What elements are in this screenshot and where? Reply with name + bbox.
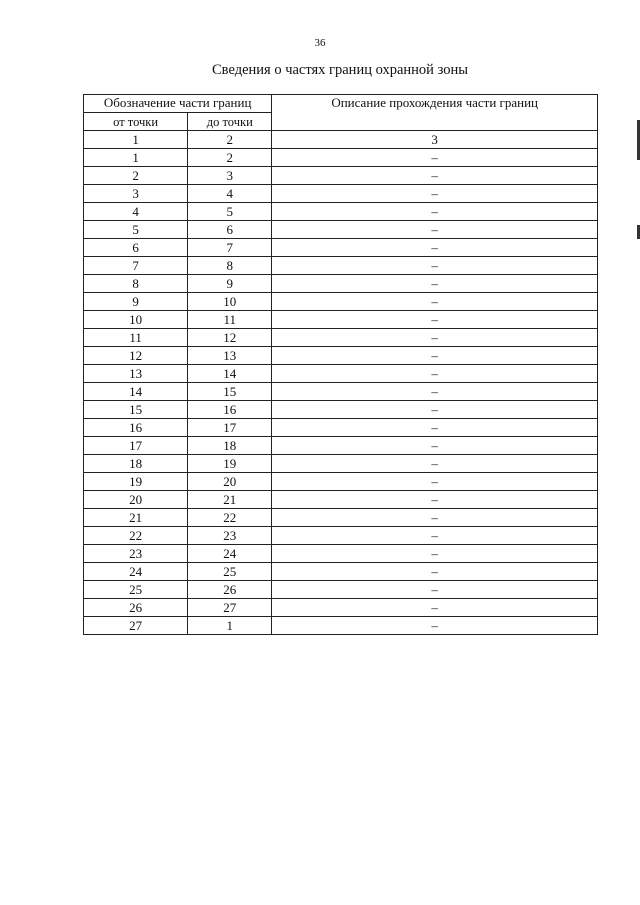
cell-to-point: 8 — [188, 257, 272, 275]
table-row — [84, 185, 598, 203]
table-row — [84, 221, 598, 239]
table-row — [84, 491, 598, 509]
cell-description: – — [272, 455, 598, 473]
table-row — [84, 329, 598, 347]
cell-to-point: 22 — [188, 509, 272, 527]
cell-to-point: 19 — [188, 455, 272, 473]
cell-to-point: 2 — [188, 149, 272, 167]
table-row — [84, 401, 598, 419]
cell-description: – — [272, 203, 598, 221]
cell-to-point: 26 — [188, 581, 272, 599]
cell-description: – — [272, 221, 598, 239]
cell-to-point: 10 — [188, 293, 272, 311]
cell-to-point: 12 — [188, 329, 272, 347]
cell-from-point: 12 — [84, 347, 188, 365]
table-row — [84, 419, 598, 437]
cell-description: – — [272, 599, 598, 617]
cell-from-point: 6 — [84, 239, 188, 257]
cell-description: – — [272, 311, 598, 329]
cell-from-point: 19 — [84, 473, 188, 491]
cell-from-point: 25 — [84, 581, 188, 599]
cell-from-point: 2 — [84, 167, 188, 185]
cell-from-point: 1 — [84, 149, 188, 167]
cell-description: – — [272, 527, 598, 545]
cell-from-point: 8 — [84, 275, 188, 293]
cell-to-point: 1 — [188, 617, 272, 635]
cell-to-point: 20 — [188, 473, 272, 491]
table-row — [84, 437, 598, 455]
table-row — [84, 275, 598, 293]
table-row — [84, 455, 598, 473]
cell-from-point: 23 — [84, 545, 188, 563]
table-row — [84, 203, 598, 221]
cell-to-point: 24 — [188, 545, 272, 563]
cell-to-point: 7 — [188, 239, 272, 257]
table-row — [84, 365, 598, 383]
cell-to-point: 5 — [188, 203, 272, 221]
boundary-parts-table — [83, 94, 598, 635]
cell-from-point: 18 — [84, 455, 188, 473]
table-row — [84, 293, 598, 311]
cell-to-point: 18 — [188, 437, 272, 455]
cell-from-point: 16 — [84, 419, 188, 437]
table-row — [84, 239, 598, 257]
cell-description: – — [272, 419, 598, 437]
cell-description: – — [272, 167, 598, 185]
cell-description: – — [272, 365, 598, 383]
cell-from-point: 9 — [84, 293, 188, 311]
cell-from-point: 24 — [84, 563, 188, 581]
cell-to-point: 16 — [188, 401, 272, 419]
document-title: Сведения о частях границ охранной зоны — [212, 62, 468, 78]
cell-to-point: 21 — [188, 491, 272, 509]
cell-description: – — [272, 437, 598, 455]
table-row — [84, 509, 598, 527]
table-row — [84, 167, 598, 185]
table-row — [84, 581, 598, 599]
table-row — [84, 257, 598, 275]
cell-from-point: 4 — [84, 203, 188, 221]
table-row — [84, 473, 598, 491]
cell-from-point: 7 — [84, 257, 188, 275]
cell-description: – — [272, 473, 598, 491]
cell-from-point: 15 — [84, 401, 188, 419]
cell-description: – — [272, 239, 598, 257]
table-row — [84, 527, 598, 545]
cell-description: – — [272, 185, 598, 203]
cell-from-point: 22 — [84, 527, 188, 545]
header-description: Описание прохождения части границ — [272, 95, 598, 131]
table-row — [84, 545, 598, 563]
header-from-point: от точки — [84, 113, 188, 131]
table-row — [84, 149, 598, 167]
cell-from-point: 26 — [84, 599, 188, 617]
cell-from-point: 13 — [84, 365, 188, 383]
cell-from-point: 11 — [84, 329, 188, 347]
cell-from-point: 1 — [84, 131, 188, 149]
cell-from-point: 21 — [84, 509, 188, 527]
cell-from-point: 10 — [84, 311, 188, 329]
cell-from-point: 14 — [84, 383, 188, 401]
cell-to-point: 17 — [188, 419, 272, 437]
cell-description: – — [272, 509, 598, 527]
cell-description: 3 — [272, 131, 598, 149]
cell-to-point: 2 — [188, 131, 272, 149]
cell-to-point: 6 — [188, 221, 272, 239]
cell-description: – — [272, 581, 598, 599]
cell-description: – — [272, 491, 598, 509]
cell-from-point: 17 — [84, 437, 188, 455]
cell-from-point: 27 — [84, 617, 188, 635]
cell-to-point: 11 — [188, 311, 272, 329]
table-row — [84, 599, 598, 617]
cell-to-point: 9 — [188, 275, 272, 293]
cell-to-point: 13 — [188, 347, 272, 365]
cell-to-point: 25 — [188, 563, 272, 581]
table-row — [84, 131, 598, 149]
cell-description: – — [272, 149, 598, 167]
cell-from-point: 3 — [84, 185, 188, 203]
table-body — [84, 131, 598, 635]
cell-description: – — [272, 617, 598, 635]
cell-description: – — [272, 347, 598, 365]
cell-description: – — [272, 293, 598, 311]
cell-description: – — [272, 401, 598, 419]
header-designation: Обозначение части границ — [84, 95, 272, 113]
cell-from-point: 20 — [84, 491, 188, 509]
cell-to-point: 14 — [188, 365, 272, 383]
cell-description: – — [272, 329, 598, 347]
table-row — [84, 311, 598, 329]
cell-to-point: 3 — [188, 167, 272, 185]
cell-description: – — [272, 383, 598, 401]
table-row — [84, 563, 598, 581]
cell-to-point: 23 — [188, 527, 272, 545]
cell-description: – — [272, 275, 598, 293]
cell-to-point: 15 — [188, 383, 272, 401]
table-row — [84, 617, 598, 635]
header-to-point: до точки — [188, 113, 272, 131]
table-row — [84, 383, 598, 401]
cell-to-point: 27 — [188, 599, 272, 617]
page-number: 36 — [314, 37, 326, 49]
cell-to-point: 4 — [188, 185, 272, 203]
cell-description: – — [272, 545, 598, 563]
cell-description: – — [272, 563, 598, 581]
cell-from-point: 5 — [84, 221, 188, 239]
table-row — [84, 347, 598, 365]
cell-description: – — [272, 257, 598, 275]
